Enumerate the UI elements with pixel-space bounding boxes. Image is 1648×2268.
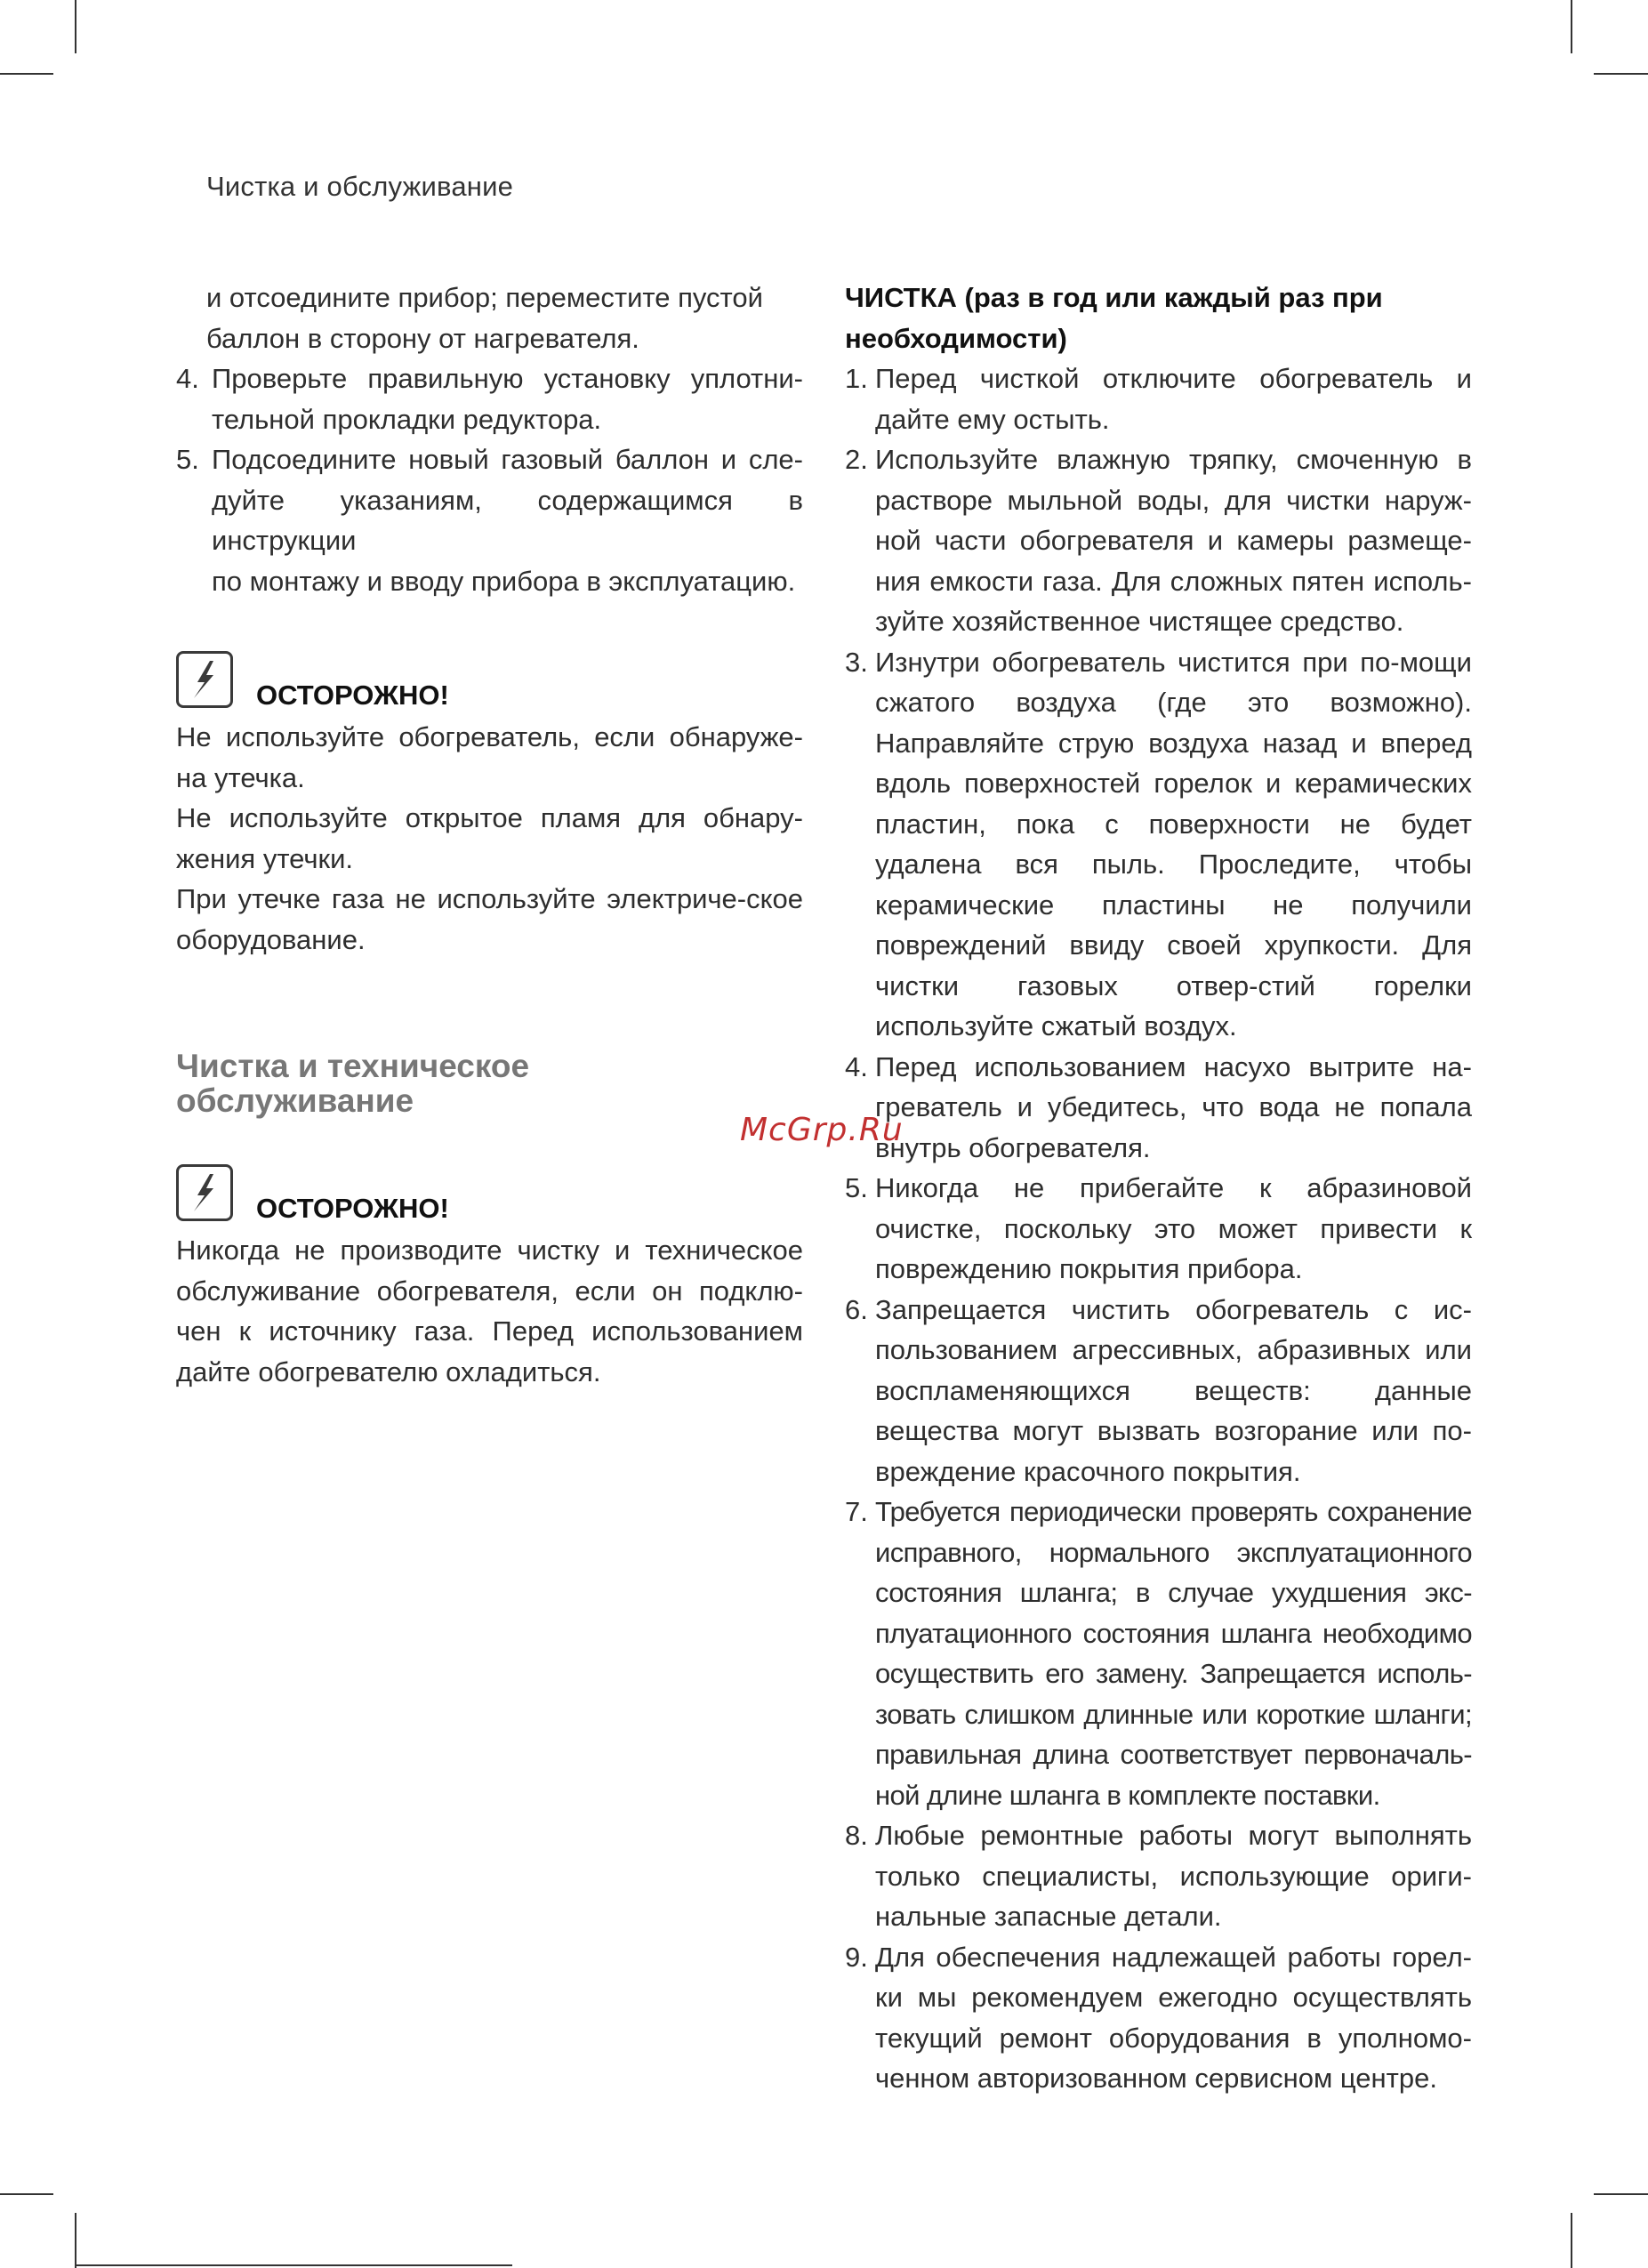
text-line: и отсоедините прибор; переместите пустой (206, 282, 763, 313)
text-line: по монтажу и вводу прибора в эксплуатацию. (212, 565, 796, 597)
list-text: Любые ремонтные работы могут выполнять только специалисты, использующие ориги-нальные запасные детали. (875, 1820, 1472, 1932)
continuation-text (176, 277, 803, 358)
maintenance-steps-list (176, 358, 803, 601)
list-text: Никогда не прибегайте к абразиновой очистке, поскольку это может привести к повреждению покрытия прибора. (875, 1172, 1472, 1284)
list-text: Для обеспечения надлежащей работы горел-ки мы рекомендуем ежегодно осуществлять текущий ремонт оборудования в уполномо-ченном авторизованном сервисном центре. (875, 1941, 1472, 2094)
list-text: Используйте влажную тряпку, смоченную в растворе мыльной воды, для чистки наруж-ной части обогревателя и камеры размеще-ния емкости газа. Для сложных пятен исполь-зуйте хозяйственное чистящее средство. (875, 444, 1472, 637)
list-item (176, 439, 803, 601)
text-line: баллон в сторону от нагревателя. (206, 322, 639, 354)
heading-line: Чистка и техническое (176, 1048, 530, 1084)
list-item (845, 439, 1472, 642)
list-number: 5. (176, 444, 199, 475)
bottom-rule (76, 2264, 512, 2266)
section-heading (176, 1049, 803, 1118)
list-item (845, 1492, 1472, 1815)
heading-line: ЧИСТКА (раз в год или каждый раз при (845, 282, 1383, 313)
warning-paragraph: При утечке газа не используйте электриче-ское оборудование. (176, 883, 803, 955)
list-number: 4. (845, 1050, 868, 1082)
heading-line: обслуживание (176, 1082, 414, 1119)
list-number: 1. (845, 363, 868, 394)
cleaning-heading (845, 277, 1472, 358)
warning-text (176, 717, 803, 960)
list-item (845, 642, 1472, 1047)
list-item (845, 1937, 1472, 2099)
text-line: Подсоедините новый газовый баллон и сле- (212, 444, 803, 475)
warning-paragraph: Никогда не производите чистку и техническое обслуживание обогревателя, если он подклю-чен к источнику газа. Перед использованием дайте обогревателю охладиться. (176, 1235, 803, 1387)
list-number: 5. (845, 1172, 868, 1203)
list-number: 8. (845, 1820, 868, 1851)
list-text: Перед использованием насухо вытрите на-греватель и убедитесь, что вода не попала внутрь обогревателя. (875, 1050, 1472, 1163)
list-number: 7. (845, 1496, 868, 1527)
list-text: Запрещается чистить обогреватель с ис-пользованием агрессивных, абразивных или воспламеняющихся веществ: данные вещества могут вызвать возгорание или по-вреждение красочного покрытия. (875, 1293, 1472, 1487)
crop-mark (1571, 2213, 1572, 2268)
crop-mark (1594, 73, 1648, 75)
left-column (176, 277, 803, 1392)
text-line: тельной прокладки редуктора. (212, 403, 602, 435)
list-item (845, 358, 1472, 439)
list-number: 6. (845, 1293, 868, 1325)
text-line: дуйте указаниям, содержащимся в инструкции (212, 484, 803, 556)
warning-title: ОСТОРОЖНО! (256, 1192, 449, 1224)
cleaning-steps-list (845, 358, 1472, 2099)
crop-mark (0, 73, 53, 75)
heading-line: необходимости) (845, 322, 1067, 354)
list-number: 4. (176, 363, 199, 394)
list-text: Требуется периодически проверять сохранение исправного, нормального эксплуатационного состояния шланга; в случае ухудшения экс-плуатационного состояния шланга необходимо осуществить его замену. Запрещается исполь-зовать слишком длинные или короткие шланги; правильная длина соответствует первоначаль-ной длине шланга в комплекте поставки. (875, 1496, 1472, 1811)
lightning-warning-icon (176, 651, 233, 708)
list-item (845, 1047, 1472, 1169)
list-number: 3. (845, 646, 868, 678)
warning-header (176, 651, 803, 711)
running-head: Чистка и обслуживание (206, 171, 514, 202)
list-text: Перед чисткой отключите обогреватель и дайте ему остыть. (875, 363, 1472, 435)
crop-mark (1571, 0, 1572, 53)
crop-mark (0, 2193, 53, 2195)
right-column (845, 277, 1472, 2099)
lightning-warning-icon (176, 1164, 233, 1221)
list-number: 2. (845, 444, 868, 475)
list-item (845, 1815, 1472, 1937)
watermark: McGrp.Ru (740, 1112, 904, 1148)
text-line: Проверьте правильную установку уплотни- (212, 363, 803, 394)
crop-mark (75, 0, 76, 53)
warning-paragraph: Не используйте обогреватель, если обнаруже-на утечка. (176, 721, 803, 793)
crop-mark (75, 2213, 76, 2268)
list-item (845, 1168, 1472, 1290)
list-item (176, 358, 803, 439)
crop-mark (1594, 2193, 1648, 2195)
list-item (845, 1290, 1472, 1492)
list-text: Изнутри обогреватель чистится при по-мощи сжатого воздуха (где это возможно). Направляйте струю воздуха назад и вперед вдоль поверхностей горелок и керамических пластин, пока с поверхности не будет удалена вся пыль. Проследите, чтобы керамические пластины не получили повреждений ввиду своей хрупкости. Для чистки газовых отвер-стий горелки используйте сжатый воздух. (875, 646, 1472, 1042)
warning-title: ОСТОРОЖНО! (256, 679, 449, 711)
warning-header (176, 1164, 803, 1224)
warning-paragraph: Не используйте открытое пламя для обнару-жения утечки. (176, 802, 803, 874)
list-number: 9. (845, 1941, 868, 1973)
